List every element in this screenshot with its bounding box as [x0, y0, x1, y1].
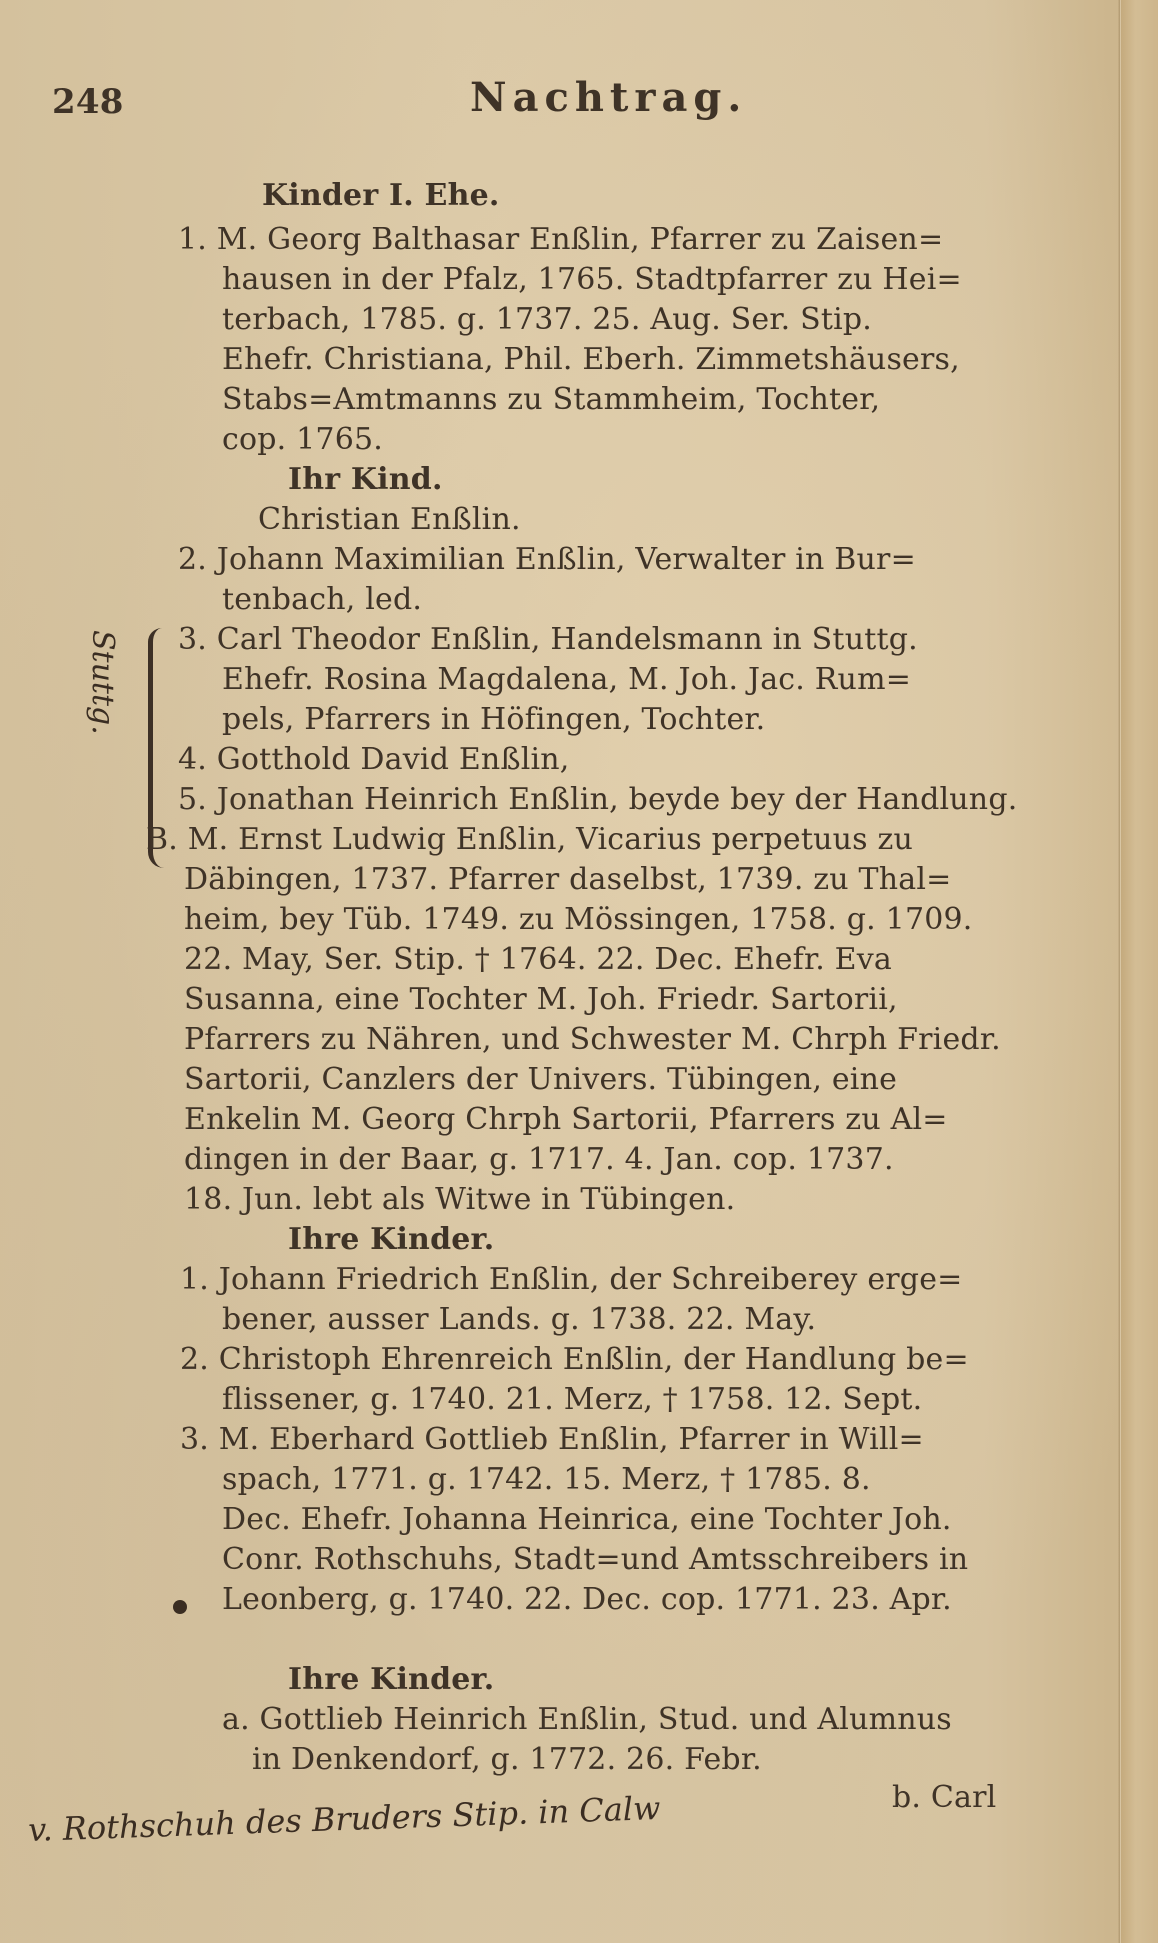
- text-line: dingen in der Baar, g. 1717. 4. Jan. cop. 1737.: [184, 1142, 894, 1177]
- text-line: flissener, g. 1740. 21. Merz, † 1758. 12. Sept.: [222, 1382, 923, 1417]
- sub-heading-ihre-kinder-2: Ihre Kinder.: [288, 1662, 495, 1697]
- section-heading-first-marriage: Kinder I. Ehe.: [262, 178, 500, 213]
- text-line: Pfarrers zu Nähren, und Schwester M. Chrph Friedr.: [184, 1022, 1001, 1057]
- ink-blot: [173, 1600, 187, 1614]
- text-line: cop. 1765.: [222, 422, 384, 457]
- sub-heading-ihre-kinder: Ihre Kinder.: [288, 1222, 495, 1257]
- page-number: 248: [52, 82, 124, 122]
- handwritten-margin-note: Stuttg.: [85, 630, 120, 735]
- running-head: Nachtrag.: [470, 74, 748, 121]
- text-line: 22. May, Ser. Stip. † 1764. 22. Dec. Ehefr. Eva: [184, 942, 892, 977]
- text-line: 3. Carl Theodor Enßlin, Handelsmann in Stuttg.: [178, 622, 918, 657]
- text-line: spach, 1771. g. 1742. 15. Merz, † 1785. 8.: [222, 1462, 871, 1497]
- text-line: B. M. Ernst Ludwig Enßlin, Vicarius perpetuus zu: [146, 822, 913, 857]
- text-line: Sartorii, Canzlers der Univers. Tübingen, eine: [184, 1062, 898, 1097]
- page-gutter-edge: [1121, 0, 1158, 1943]
- text-line: 3. M. Eberhard Gottlieb Enßlin, Pfarrer in Will=: [180, 1422, 924, 1457]
- text-line: Conr. Rothschuhs, Stadt=und Amtsschreibers in: [222, 1542, 969, 1577]
- text-line: terbach, 1785. g. 1737. 25. Aug. Ser. Stip.: [222, 302, 873, 337]
- text-line: in Denkendorf, g. 1772. 26. Febr.: [252, 1742, 762, 1777]
- text-line: 1. Johann Friedrich Enßlin, der Schreiberey erge=: [180, 1262, 963, 1297]
- text-line: 4. Gotthold David Enßlin,: [178, 742, 570, 777]
- text-line: 18. Jun. lebt als Witwe in Tübingen.: [184, 1182, 736, 1217]
- text-line: bener, ausser Lands. g. 1738. 22. May.: [222, 1302, 817, 1337]
- text-line: Enkelin M. Georg Chrph Sartorii, Pfarrers zu Al=: [184, 1102, 948, 1137]
- sub-heading-ihr-kind: Ihr Kind.: [288, 462, 443, 497]
- text-line: Ehefr. Christiana, Phil. Eberh. Zimmetshäusers,: [222, 342, 960, 377]
- text-line: Leonberg, g. 1740. 22. Dec. cop. 1771. 23. Apr.: [222, 1582, 952, 1617]
- text-line: 5. Jonathan Heinrich Enßlin, beyde bey der Handlung.: [178, 782, 1018, 817]
- text-line: 2. Johann Maximilian Enßlin, Verwalter in Bur=: [178, 542, 916, 577]
- catchword: b. Carl: [892, 1780, 997, 1815]
- text-line: Ehefr. Rosina Magdalena, M. Joh. Jac. Rum=: [222, 662, 912, 697]
- text-line: a. Gottlieb Heinrich Enßlin, Stud. und Alumnus: [222, 1702, 952, 1737]
- text-line: Dec. Ehefr. Johanna Heinrica, eine Tochter Joh.: [222, 1502, 952, 1537]
- text-line: heim, bey Tüb. 1749. zu Mössingen, 1758. g. 1709.: [184, 902, 973, 937]
- text-line: Christian Enßlin.: [258, 502, 521, 537]
- text-line: 2. Christoph Ehrenreich Enßlin, der Handlung be=: [180, 1342, 969, 1377]
- text-line: pels, Pfarrers in Höfingen, Tochter.: [222, 702, 766, 737]
- text-line: Däbingen, 1737. Pfarrer daselbst, 1739. zu Thal=: [184, 862, 952, 897]
- text-line: Susanna, eine Tochter M. Joh. Friedr. Sartorii,: [184, 982, 898, 1017]
- text-line: 1. M. Georg Balthasar Enßlin, Pfarrer zu Zaisen=: [178, 222, 944, 257]
- text-line: tenbach, led.: [222, 582, 423, 617]
- text-line: Stabs=Amtmanns zu Stammheim, Tochter,: [222, 382, 881, 417]
- handwritten-footer-note: v. Rothschuh des Bruders Stip. in Calw: [27, 1788, 662, 1850]
- text-line: hausen in der Pfalz, 1765. Stadtpfarrer zu Hei=: [222, 262, 962, 297]
